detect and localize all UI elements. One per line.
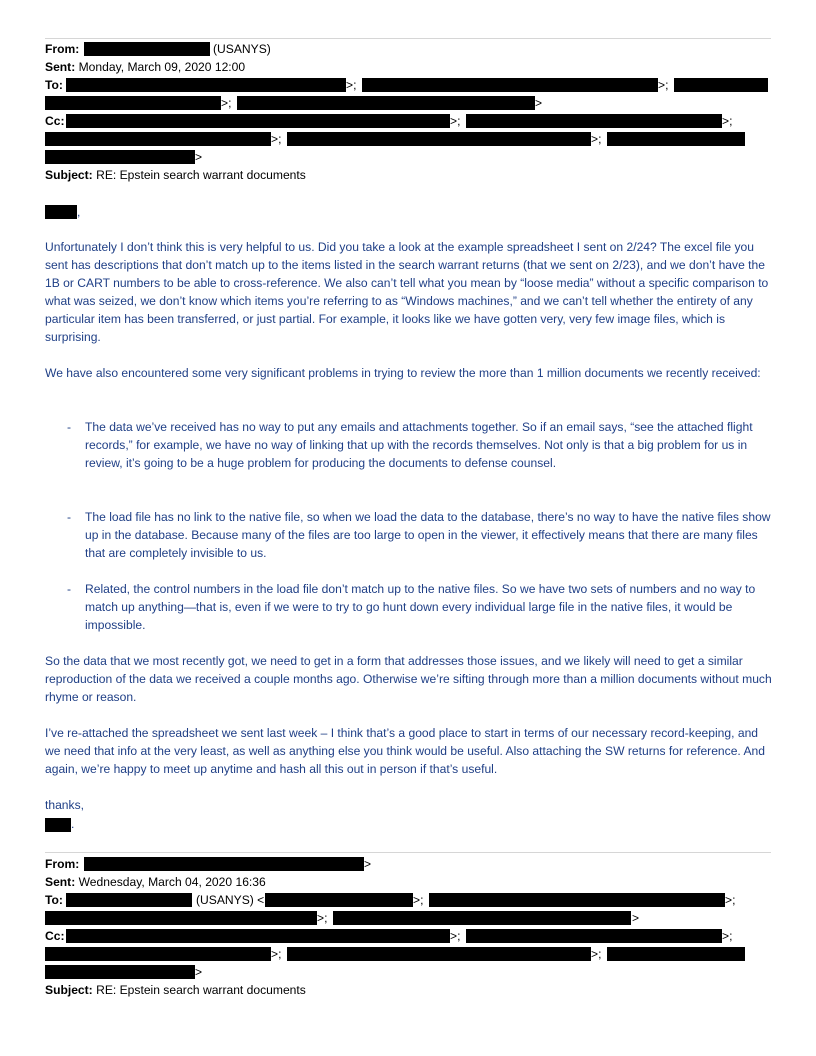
redaction-cc-4 <box>287 132 591 146</box>
from-line-2 <box>45 855 79 873</box>
redaction-to-3 <box>674 78 768 92</box>
bullet-marker-1: - <box>67 420 72 434</box>
bullet-marker-2: - <box>67 510 72 524</box>
redaction-cc2-3 <box>45 947 271 961</box>
redaction-cc2-6 <box>45 965 195 979</box>
redaction-to2-4 <box>45 911 317 925</box>
body-paragraph-4: I’ve re-attached the spreadsheet we sent last week – I think that’s a good place to start in terms of our necessary record-keeping, and we need that info at the very least, as well as anything else you think would be useful. Also attaching the SW returns for reference. And again, we’re happy to meet up anytime and hash all this out in person if that’s useful. <box>45 726 765 776</box>
to-label-2: To: <box>45 893 63 907</box>
redaction-cc2-2 <box>466 929 722 943</box>
redaction-cc-5 <box>607 132 745 146</box>
to-line <box>45 76 63 94</box>
cc2-sep-5: > <box>195 965 203 979</box>
from-suffix: (USANYS) <box>213 42 271 56</box>
cc-label: Cc: <box>45 114 65 128</box>
to2-sep-3: >; <box>317 911 328 925</box>
redaction-to-4 <box>45 96 221 110</box>
cc-label-2: Cc: <box>45 929 65 943</box>
to-sep-4: > <box>535 96 543 110</box>
cc2-sep-2: >; <box>722 929 733 943</box>
subject-line-2 <box>45 981 306 999</box>
subject-label-2: Subject: <box>45 983 93 997</box>
to2-sep-1: >; <box>413 893 424 907</box>
cc-sep-1: >; <box>450 114 461 128</box>
redaction-cc-1 <box>66 114 450 128</box>
redaction-cc-6 <box>45 150 195 164</box>
cc-line <box>45 112 65 130</box>
redaction-to-5 <box>237 96 535 110</box>
sent-line <box>45 58 245 76</box>
redaction-to-2 <box>362 78 658 92</box>
sent-line-2 <box>45 873 266 891</box>
redaction-signature <box>45 818 71 832</box>
from-line <box>45 40 79 58</box>
from-label: From: <box>45 42 80 56</box>
redaction-to2-2 <box>265 893 413 907</box>
from-label-2: From: <box>45 857 80 871</box>
redaction-cc2-4 <box>287 947 591 961</box>
bullet-marker-3: - <box>67 582 72 596</box>
from-suffix-2: > <box>364 857 372 871</box>
cc-sep-4: >; <box>591 132 602 146</box>
sent-label-2: Sent: <box>45 875 76 889</box>
bullet-item-3: Related, the control numbers in the load file don’t match up to the native files. So we have two sets of numbers and no way to match up anything—that is, even if we were to try to go hunt down every individual large file in the native files, it would be impossible. <box>85 582 756 632</box>
to-label: To: <box>45 78 63 92</box>
cc-sep-5: > <box>195 150 203 164</box>
cc2-sep-4: >; <box>591 947 602 961</box>
header-divider-bottom <box>45 852 771 853</box>
greeting-suffix: , <box>77 205 81 219</box>
signature-suffix: . <box>71 817 75 831</box>
cc2-sep-1: >; <box>450 929 461 943</box>
redaction-greeting-name <box>45 205 77 219</box>
redaction-cc2-1 <box>66 929 450 943</box>
body-paragraph-1: Unfortunately I don’t think this is very helpful to us. Did you take a look at the example spreadsheet I sent on 2/24? The excel file you sent has descriptions that don’t match up to the items listed in the search warrant returns (that we sent on 2/23), and we don’t have the 1B or CART numbers to be able to cross-reference. We also can’t tell what you mean by “loose media” without a specific comparison to what was seized, we don’t know which items you’re referring to as “Windows machines,” and we can’t tell whether the entirety of any particular item has been transferred, or just partial. For example, it looks like we have gotten very, very few image files, which is surprising. <box>45 240 769 344</box>
cc-sep-2: >; <box>722 114 733 128</box>
to2-sep-2: >; <box>725 893 736 907</box>
to2-sep-4: > <box>632 911 640 925</box>
subject-line <box>45 166 306 184</box>
subject-value-2: RE: Epstein search warrant documents <box>96 983 306 997</box>
redaction-from-name <box>84 42 210 56</box>
redaction-to2-3 <box>429 893 725 907</box>
sent-value-2: Wednesday, March 04, 2020 16:36 <box>78 875 266 889</box>
subject-value: RE: Epstein search warrant documents <box>96 168 306 182</box>
to2-mid: (USANYS) < <box>196 893 265 907</box>
body-paragraph-3: So the data that we most recently got, we need to get in a form that addresses those issues, and we likely will need to get a similar reproduction of the data we received a couple months ago. Otherwise we’re sifting through more than a million documents without much rhyme or reason. <box>45 654 772 704</box>
header-divider-top <box>45 38 771 39</box>
subject-label: Subject: <box>45 168 93 182</box>
cc-sep-3: >; <box>271 132 282 146</box>
cc-line-2 <box>45 927 65 945</box>
body-paragraph-2: We have also encountered some very significant problems in trying to review the more than 1 million documents we recently received: <box>45 366 761 380</box>
to-sep-2: >; <box>658 78 669 92</box>
redaction-cc-3 <box>45 132 271 146</box>
redaction-to2-1 <box>66 893 192 907</box>
signoff: thanks, <box>45 798 84 812</box>
bullet-item-1: The data we’ve received has no way to put any emails and attachments together. So if an email says, “see the attached flight records,” for example, we have no way of linking that up with the records themselves. Not only is that a big problem for us in review, it’s going to be a huge problem for producing the documents to defense counsel. <box>85 420 753 470</box>
to-sep-3: >; <box>221 96 232 110</box>
redaction-to-1 <box>66 78 346 92</box>
redaction-cc2-5 <box>607 947 745 961</box>
redaction-cc-2 <box>466 114 722 128</box>
sent-label: Sent: <box>45 60 76 74</box>
bullet-item-2: The load file has no link to the native file, so when we load the data to the database, there’s no way to have the native files show up in the database. Because many of the files are too large to open in the viewer, it effectively means that there are many files that are completely invisible to us. <box>85 510 771 560</box>
to-sep-1: >; <box>346 78 357 92</box>
redaction-to2-5 <box>333 911 631 925</box>
sent-value: Monday, March 09, 2020 12:00 <box>78 60 246 74</box>
cc2-sep-3: >; <box>271 947 282 961</box>
redaction-from-2 <box>84 857 364 871</box>
to-line-2 <box>45 891 63 909</box>
